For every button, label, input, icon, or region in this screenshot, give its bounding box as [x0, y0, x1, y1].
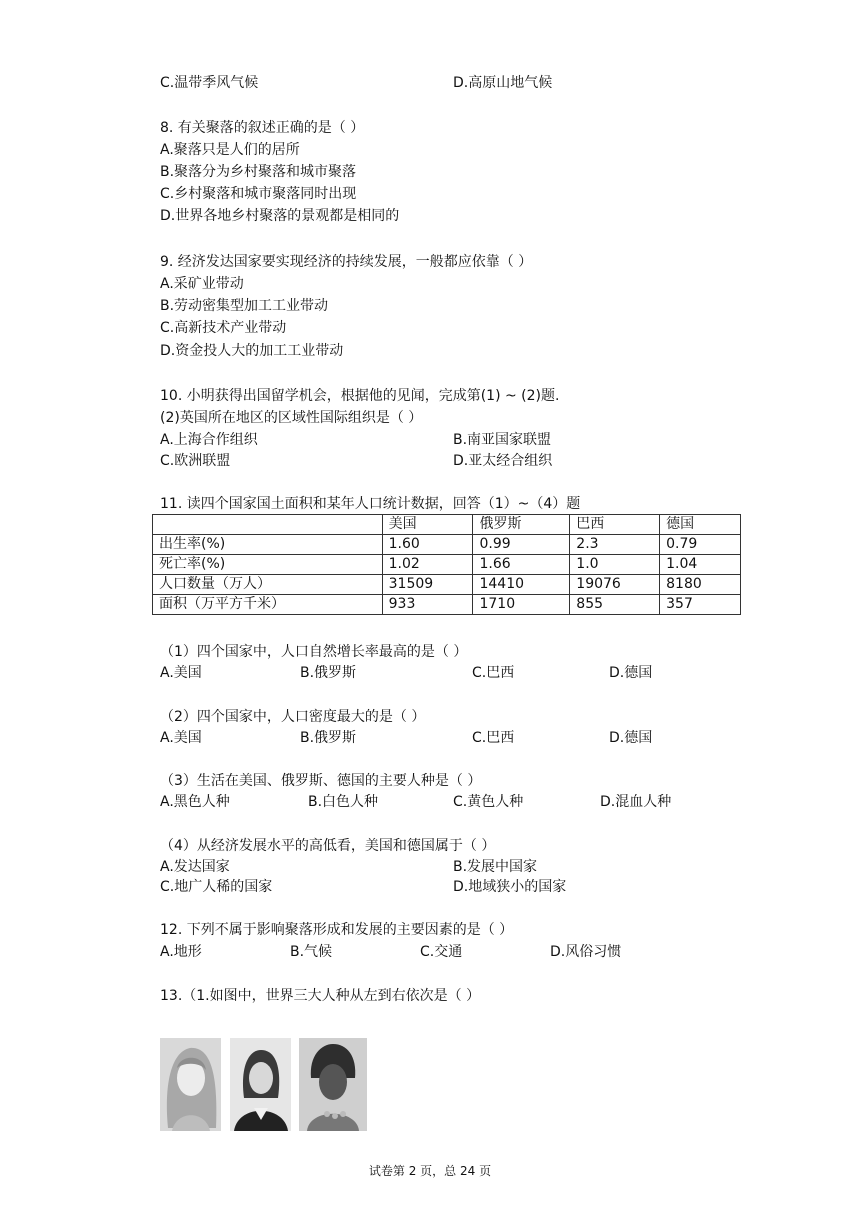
table-cell: 357 — [660, 595, 741, 615]
q9-option-a: A.采矿业带动 — [160, 276, 244, 292]
q9-option-c: C.高新技术产业带动 — [160, 320, 287, 336]
q10-option-c: C.欧洲联盟 — [160, 453, 231, 469]
q11-sub2-option-b: B.俄罗斯 — [300, 730, 357, 746]
table-cell: 死亡率(%) — [153, 555, 383, 575]
table-cell: 19076 — [570, 575, 660, 595]
q12-stem: 12. 下列不属于影响聚落形成和发展的主要因素的是（ ） — [160, 922, 514, 938]
q11-sub4-option-d: D.地域狭小的国家 — [453, 879, 567, 895]
table-cell: 1.66 — [473, 555, 570, 575]
table-cell: 1710 — [473, 595, 570, 615]
q11-sub2-option-a: A.美国 — [160, 730, 202, 746]
portrait-photo-2 — [230, 1038, 291, 1131]
q11-sub3-stem: （3）生活在美国、俄罗斯、德国的主要人种是（ ） — [160, 773, 482, 789]
table-cell: 31509 — [382, 575, 473, 595]
page-footer: 试卷第 2 页，总 24 页 — [368, 1164, 492, 1178]
q11-sub4-stem: （4）从经济发展水平的高低看，美国和德国属于（ ） — [160, 838, 496, 854]
q11-sub3-option-c: C.黄色人种 — [453, 794, 524, 810]
table-header-cell — [153, 515, 383, 535]
table-header-cell: 德国 — [660, 515, 741, 535]
q11-sub3-option-b: B.白色人种 — [308, 794, 379, 810]
q11-sub4-option-b: B.发展中国家 — [453, 859, 538, 875]
table-cell: 1.0 — [570, 555, 660, 575]
portrait-photo-3 — [299, 1038, 367, 1131]
q11-sub4-option-a: A.发达国家 — [160, 859, 230, 875]
table-header-row — [153, 515, 741, 535]
table-cell: 8180 — [660, 575, 741, 595]
q12-option-c: C.交通 — [420, 944, 463, 960]
table-header-cell: 美国 — [382, 515, 473, 535]
table-cell: 0.99 — [473, 535, 570, 555]
q12-option-b: B.气候 — [290, 944, 333, 960]
table-cell: 人口数量（万人） — [153, 575, 383, 595]
q11-sub3-option-a: A.黑色人种 — [160, 794, 230, 810]
q9-option-b: B.劳动密集型加工工业带动 — [160, 298, 329, 314]
q10-option-a: A.上海合作组织 — [160, 432, 258, 448]
q10-option-b: B.南亚国家联盟 — [453, 432, 552, 448]
table-cell: 1.04 — [660, 555, 741, 575]
table-cell: 出生率(%) — [153, 535, 383, 555]
table-cell: 0.79 — [660, 535, 741, 555]
q11-sub4-option-c: C.地广人稀的国家 — [160, 879, 273, 895]
q8-option-d: D.世界各地乡村聚落的景观都是相同的 — [160, 208, 400, 224]
q11-sub2-option-c: C.巴西 — [472, 730, 515, 746]
q10-stem: 10. 小明获得出国留学机会，根据他的见闻，完成第(1) ~ (2)题. — [160, 388, 560, 404]
q11-sub1-option-a: A.美国 — [160, 665, 202, 681]
q7-option-c: C.温带季风气候 — [160, 75, 259, 91]
q10-option-d: D.亚太经合组织 — [453, 453, 553, 469]
q9-option-d: D.资金投人大的加工工业带动 — [160, 343, 344, 359]
q8-option-c: C.乡村聚落和城市聚落同时出现 — [160, 186, 357, 202]
portrait-photo-1 — [160, 1038, 221, 1131]
table-row — [153, 595, 741, 615]
q11-sub2-option-d: D.德国 — [609, 730, 653, 746]
q10-sub2-stem: (2)英国所在地区的区域性国际组织是（ ） — [160, 410, 423, 426]
q8-stem: 8. 有关聚落的叙述正确的是（ ） — [160, 120, 365, 136]
q11-stem: 11. 读四个国家国土面积和某年人口统计数据，回答（1）~（4）题 — [160, 496, 581, 512]
table-cell: 14410 — [473, 575, 570, 595]
q11-sub1-stem: （1）四个国家中，人口自然增长率最高的是（ ） — [160, 644, 468, 660]
population-table — [152, 514, 741, 615]
q11-sub1-option-c: C.巴西 — [472, 665, 515, 681]
table-cell: 2.3 — [570, 535, 660, 555]
table-header-cell: 巴西 — [570, 515, 660, 535]
q7-option-d: D.高原山地气候 — [453, 75, 553, 91]
table-cell: 1.60 — [382, 535, 473, 555]
table-cell: 面积（万平方千米） — [153, 595, 383, 615]
q11-sub2-stem: （2）四个国家中，人口密度最大的是（ ） — [160, 709, 426, 725]
q11-sub1-option-d: D.德国 — [609, 665, 653, 681]
q8-option-b: B.聚落分为乡村聚落和城市聚落 — [160, 164, 357, 180]
table-cell: 933 — [382, 595, 473, 615]
q13-stem: 13.（1.如图中，世界三大人种从左到右依次是（ ） — [160, 988, 481, 1004]
q11-sub1-option-b: B.俄罗斯 — [300, 665, 357, 681]
q12-option-a: A.地形 — [160, 944, 202, 960]
table-cell: 1.02 — [382, 555, 473, 575]
table-row — [153, 575, 741, 595]
q12-option-d: D.风俗习惯 — [550, 944, 622, 960]
table-header-cell: 俄罗斯 — [473, 515, 570, 535]
q11-sub3-option-d: D.混血人种 — [600, 794, 672, 810]
table-row — [153, 555, 741, 575]
q8-option-a: A.聚落只是人们的居所 — [160, 142, 300, 158]
q9-stem: 9. 经济发达国家要实现经济的持续发展，一般都应依靠（ ） — [160, 254, 533, 270]
table-cell: 855 — [570, 595, 660, 615]
table-row — [153, 535, 741, 555]
